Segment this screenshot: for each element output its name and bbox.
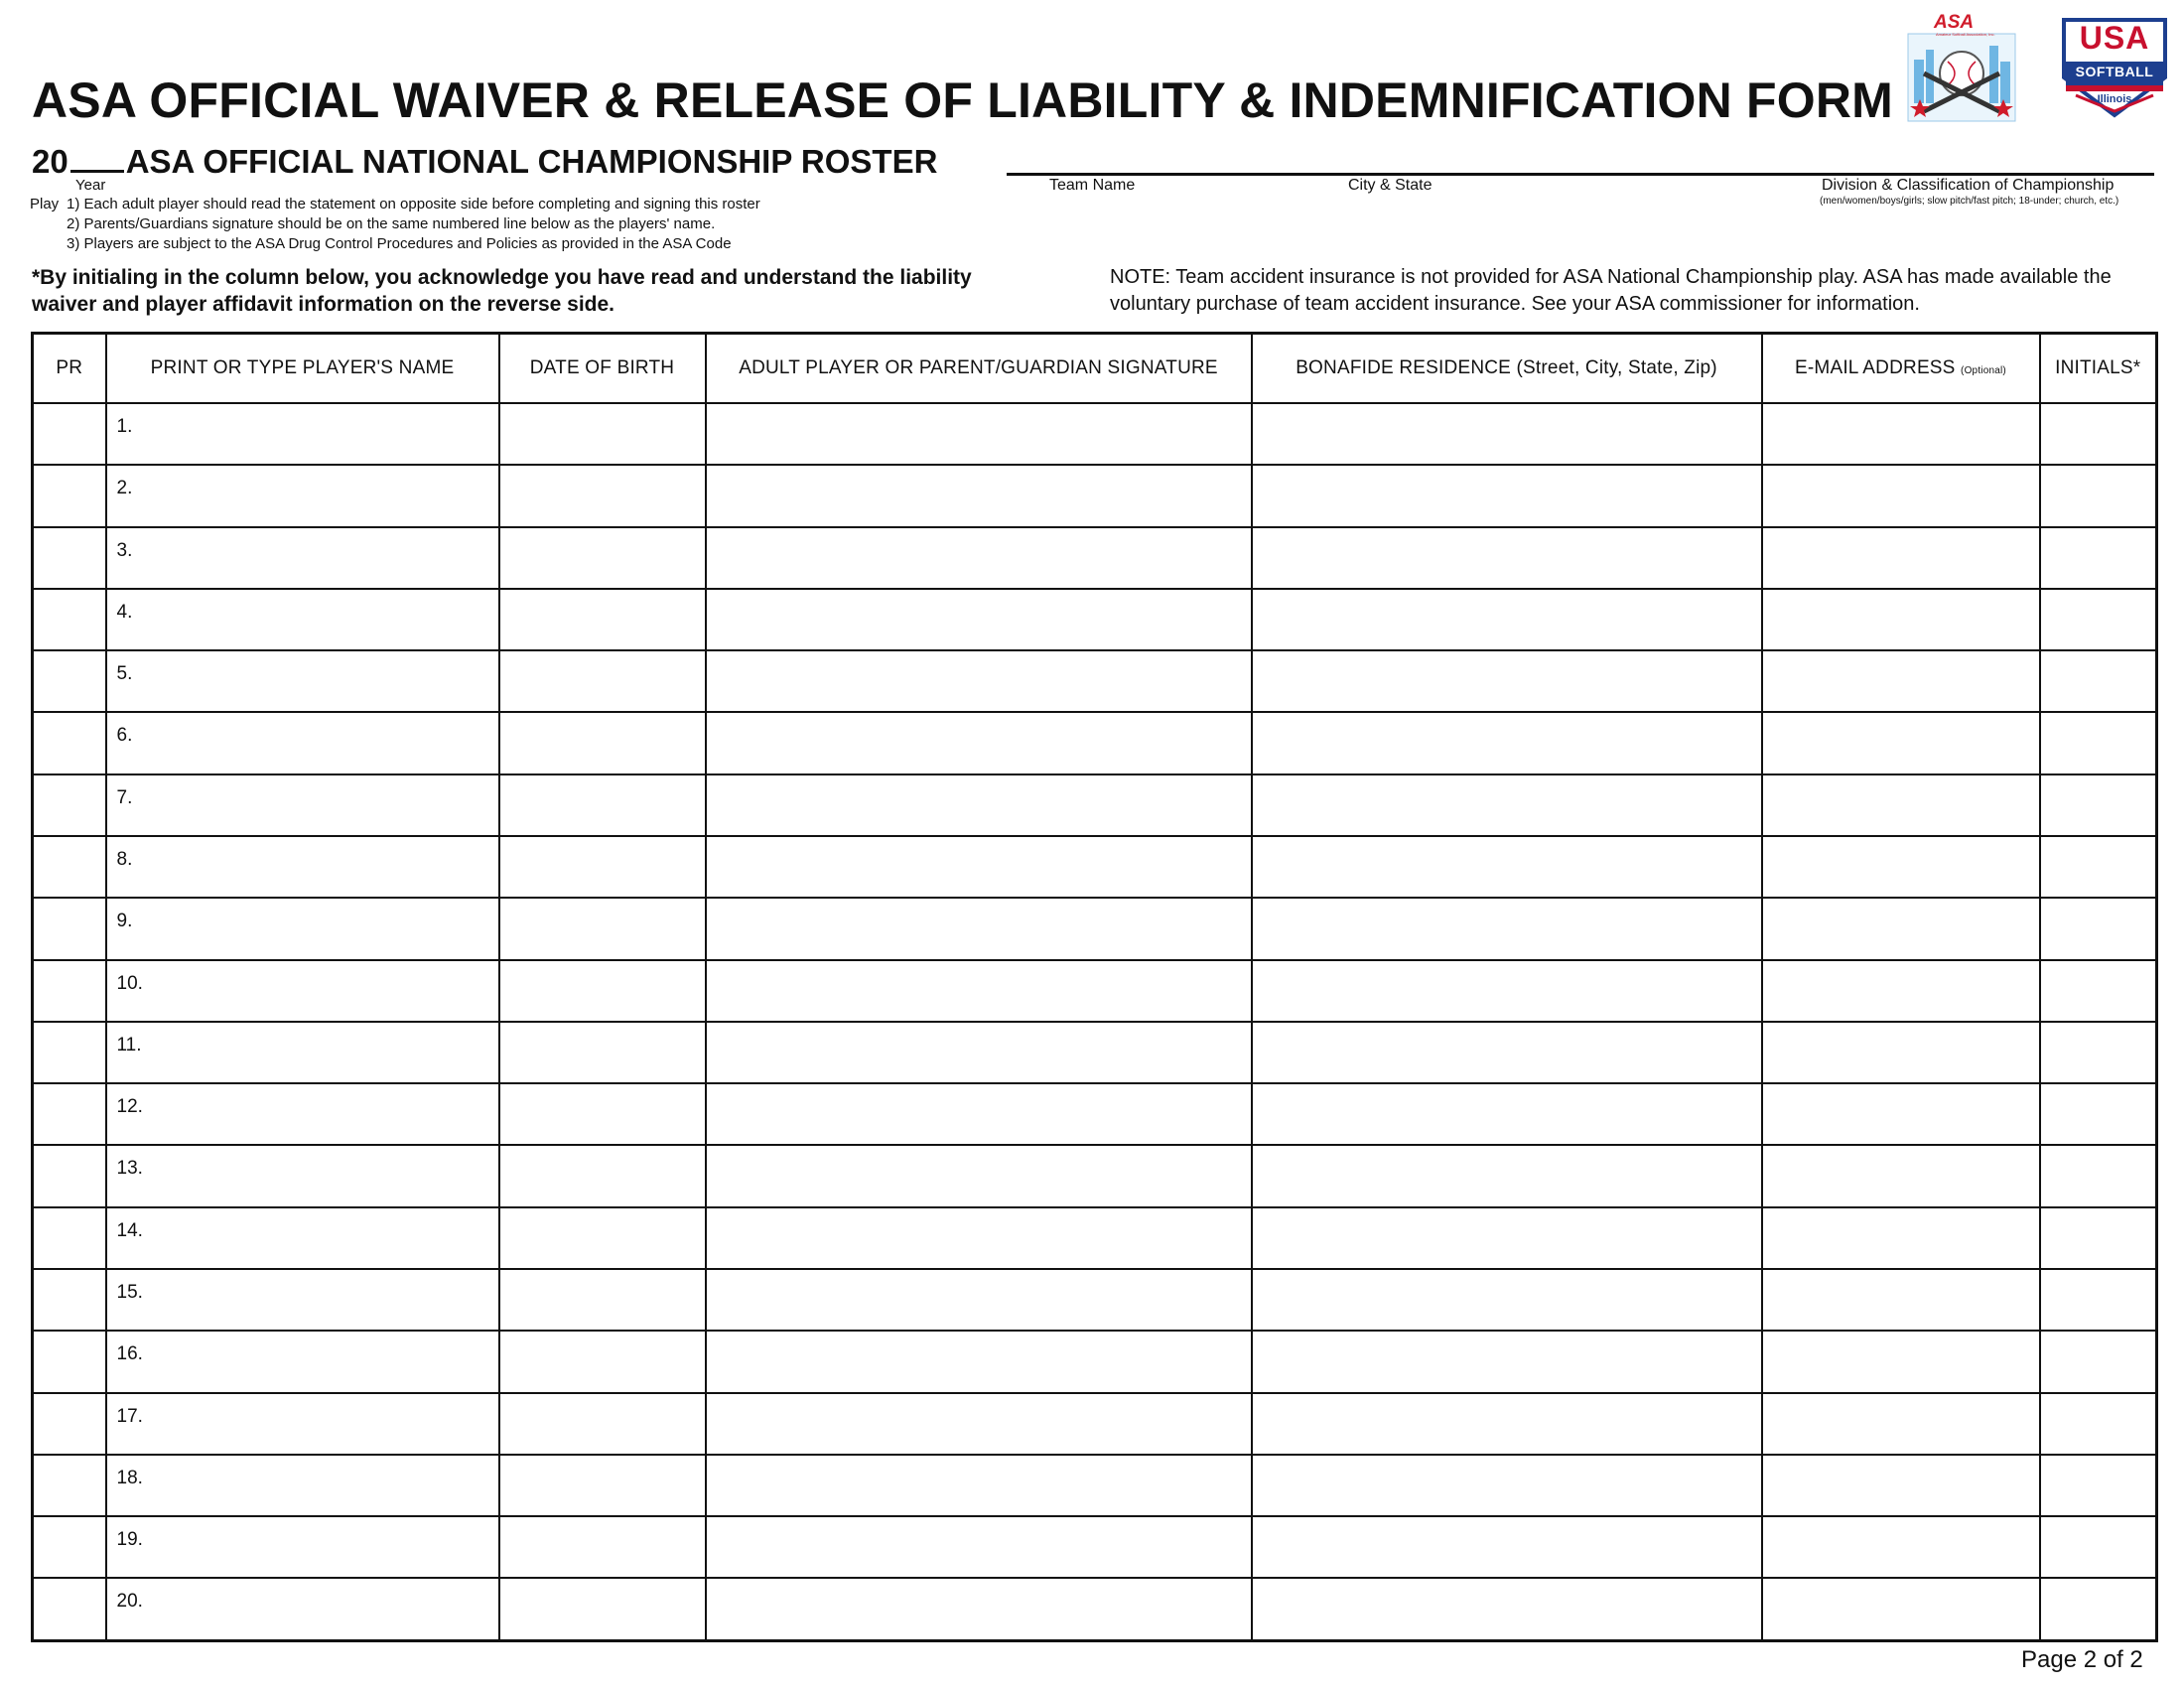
- dob-cell[interactable]: [499, 527, 706, 589]
- email-cell[interactable]: [1762, 1455, 2040, 1516]
- signature-cell[interactable]: [706, 650, 1252, 712]
- col-header-dob: DATE OF BIRTH: [499, 334, 706, 404]
- email-cell[interactable]: [1762, 712, 2040, 774]
- pr-cell[interactable]: [33, 1516, 106, 1578]
- pr-cell[interactable]: [33, 527, 106, 589]
- dob-cell[interactable]: [499, 1455, 706, 1516]
- signature-cell[interactable]: [706, 465, 1252, 526]
- residence-cell[interactable]: [1252, 1022, 1762, 1083]
- city-state-label: City & State: [1348, 177, 1433, 194]
- signature-cell[interactable]: [706, 527, 1252, 589]
- signature-cell[interactable]: [706, 898, 1252, 959]
- email-cell[interactable]: [1762, 960, 2040, 1022]
- instruction-item: 1) Each adult player should read the statement on opposite side before completing and signing this roster: [67, 196, 760, 212]
- dob-cell[interactable]: [499, 712, 706, 774]
- table-row: [33, 403, 2157, 465]
- division-label: Division & Classification of Championship: [1822, 177, 2115, 194]
- roster-heading: [32, 143, 937, 181]
- row-number: 14.: [116, 1219, 143, 1241]
- name-cell[interactable]: [106, 836, 499, 898]
- dob-cell[interactable]: [499, 1331, 706, 1392]
- year-blank-field[interactable]: [70, 148, 124, 173]
- name-cell[interactable]: [106, 650, 499, 712]
- initials-cell[interactable]: [2040, 898, 2157, 959]
- table-row: [33, 1516, 2157, 1578]
- row-number: 15.: [116, 1281, 143, 1303]
- initials-cell[interactable]: [2040, 527, 2157, 589]
- table-row: [33, 650, 2157, 712]
- pr-cell[interactable]: [33, 1022, 106, 1083]
- table-row: [33, 960, 2157, 1022]
- name-cell[interactable]: [106, 1145, 499, 1206]
- residence-cell[interactable]: [1252, 1578, 1762, 1640]
- asa-logo: [1906, 12, 2017, 123]
- dob-cell[interactable]: [499, 836, 706, 898]
- signature-cell[interactable]: [706, 1145, 1252, 1206]
- table-row: [33, 1207, 2157, 1269]
- name-cell[interactable]: [106, 960, 499, 1022]
- col-header-email: [1762, 334, 2040, 404]
- signature-cell[interactable]: [706, 1393, 1252, 1455]
- initials-cell[interactable]: [2040, 1455, 2157, 1516]
- table-row: [33, 836, 2157, 898]
- residence-cell[interactable]: [1252, 527, 1762, 589]
- name-cell[interactable]: [106, 465, 499, 526]
- row-number: 6.: [116, 725, 133, 747]
- signature-cell[interactable]: [706, 1022, 1252, 1083]
- row-number: 16.: [116, 1343, 143, 1365]
- signature-cell[interactable]: [706, 1516, 1252, 1578]
- play-label: Play: [30, 196, 60, 212]
- residence-cell[interactable]: [1252, 774, 1762, 836]
- roster-title: ASA OFFICIAL NATIONAL CHAMPIONSHIP ROSTER: [125, 143, 938, 180]
- table-row: [33, 465, 2157, 526]
- name-cell[interactable]: [106, 1207, 499, 1269]
- table-row: [33, 712, 2157, 774]
- email-cell[interactable]: [1762, 650, 2040, 712]
- residence-cell[interactable]: [1252, 403, 1762, 465]
- email-cell[interactable]: [1762, 898, 2040, 959]
- pr-cell[interactable]: [33, 1331, 106, 1392]
- row-number: 20.: [116, 1591, 143, 1613]
- row-number: 17.: [116, 1405, 143, 1427]
- dob-cell[interactable]: [499, 465, 706, 526]
- pr-cell[interactable]: [33, 1455, 106, 1516]
- dob-cell[interactable]: [499, 650, 706, 712]
- team-name-label: Team Name: [1049, 177, 1136, 194]
- initials-cell[interactable]: [2040, 403, 2157, 465]
- row-number: 13.: [116, 1158, 143, 1180]
- signature-cell[interactable]: [706, 589, 1252, 650]
- residence-cell[interactable]: [1252, 1455, 1762, 1516]
- email-cell[interactable]: [1762, 1269, 2040, 1331]
- email-cell[interactable]: [1762, 1516, 2040, 1578]
- row-number: 9.: [116, 911, 133, 932]
- residence-cell[interactable]: [1252, 1516, 1762, 1578]
- table-row: [33, 1331, 2157, 1392]
- row-number: 5.: [116, 663, 133, 685]
- table-row: [33, 1022, 2157, 1083]
- row-number: 10.: [116, 972, 143, 994]
- instruction-list: [67, 195, 760, 254]
- row-number: 11.: [116, 1034, 142, 1055]
- dob-cell[interactable]: [499, 1207, 706, 1269]
- row-number: 7.: [116, 786, 133, 808]
- year-label: Year: [75, 177, 106, 194]
- col-header-initials: INITIALS*: [2040, 334, 2157, 404]
- signature-cell[interactable]: [706, 1207, 1252, 1269]
- pr-cell[interactable]: [33, 1578, 106, 1640]
- initials-cell[interactable]: [2040, 774, 2157, 836]
- pr-cell[interactable]: [33, 960, 106, 1022]
- table-row: [33, 1578, 2157, 1640]
- signature-cell[interactable]: [706, 836, 1252, 898]
- name-cell[interactable]: [106, 1516, 499, 1578]
- roster-table: [31, 332, 2158, 1642]
- row-number: 18.: [116, 1467, 143, 1488]
- pr-cell[interactable]: [33, 1207, 106, 1269]
- usa-softball-logo: [2060, 16, 2169, 119]
- year-prefix: 20: [32, 143, 68, 180]
- signature-cell[interactable]: [706, 403, 1252, 465]
- name-cell[interactable]: [106, 712, 499, 774]
- dob-cell[interactable]: [499, 1269, 706, 1331]
- illinois-logo-text: Illinois: [2097, 93, 2132, 105]
- initials-cell[interactable]: [2040, 465, 2157, 526]
- email-cell[interactable]: [1762, 1022, 2040, 1083]
- instruction-item: 2) Parents/Guardians signature should be on the same numbered line below as the players' name.: [67, 215, 716, 232]
- page-number: Page 2 of 2: [2021, 1646, 2143, 1673]
- dob-cell[interactable]: [499, 589, 706, 650]
- dob-cell[interactable]: [499, 1393, 706, 1455]
- name-cell[interactable]: [106, 1022, 499, 1083]
- email-cell[interactable]: [1762, 1145, 2040, 1206]
- residence-cell[interactable]: [1252, 960, 1762, 1022]
- table-row: [33, 898, 2157, 959]
- asa-logo-text: ASA: [1934, 12, 1975, 33]
- col-header-residence: BONAFIDE RESIDENCE (Street, City, State, Zip): [1252, 334, 1762, 404]
- form-title: ASA OFFICIAL WAIVER & RELEASE OF LIABILITY & INDEMNIFICATION FORM: [32, 72, 1894, 128]
- initials-cell[interactable]: [2040, 1331, 2157, 1392]
- dob-cell[interactable]: [499, 1516, 706, 1578]
- email-cell[interactable]: [1762, 1207, 2040, 1269]
- name-cell[interactable]: [106, 1331, 499, 1392]
- name-cell[interactable]: [106, 774, 499, 836]
- email-cell[interactable]: [1762, 774, 2040, 836]
- email-cell[interactable]: [1762, 403, 2040, 465]
- email-cell[interactable]: [1762, 836, 2040, 898]
- pr-cell[interactable]: [33, 650, 106, 712]
- pr-cell[interactable]: [33, 1145, 106, 1206]
- row-number: 1.: [116, 416, 133, 437]
- signature-cell[interactable]: [706, 774, 1252, 836]
- email-cell[interactable]: [1762, 1393, 2040, 1455]
- initials-cell[interactable]: [2040, 836, 2157, 898]
- row-number: 4.: [116, 601, 133, 623]
- residence-cell[interactable]: [1252, 1331, 1762, 1392]
- residence-cell[interactable]: [1252, 836, 1762, 898]
- residence-cell[interactable]: [1252, 1269, 1762, 1331]
- name-cell[interactable]: [106, 1393, 499, 1455]
- row-number: 2.: [116, 478, 133, 499]
- residence-cell[interactable]: [1252, 898, 1762, 959]
- pr-cell[interactable]: [33, 1083, 106, 1145]
- name-cell[interactable]: [106, 403, 499, 465]
- name-cell[interactable]: [106, 1578, 499, 1640]
- dob-cell[interactable]: [499, 1578, 706, 1640]
- pr-cell[interactable]: [33, 774, 106, 836]
- initials-cell[interactable]: [2040, 960, 2157, 1022]
- initials-cell[interactable]: [2040, 1022, 2157, 1083]
- table-row: [33, 527, 2157, 589]
- table-row: [33, 1393, 2157, 1455]
- col-header-name: PRINT OR TYPE PLAYER'S NAME: [106, 334, 499, 404]
- initials-cell[interactable]: [2040, 1578, 2157, 1640]
- pr-cell[interactable]: [33, 1269, 106, 1331]
- roster-body: [33, 403, 2157, 1641]
- col-header-signature: ADULT PLAYER OR PARENT/GUARDIAN SIGNATURE: [706, 334, 1252, 404]
- name-cell[interactable]: [106, 527, 499, 589]
- usa-logo-text: USA: [2079, 20, 2150, 56]
- table-row: [33, 1455, 2157, 1516]
- initials-cell[interactable]: [2040, 712, 2157, 774]
- residence-cell[interactable]: [1252, 1083, 1762, 1145]
- signature-cell[interactable]: [706, 1083, 1252, 1145]
- row-number: 12.: [116, 1096, 143, 1118]
- residence-cell[interactable]: [1252, 1393, 1762, 1455]
- table-row: [33, 1269, 2157, 1331]
- table-row: [33, 774, 2157, 836]
- signature-cell[interactable]: [706, 712, 1252, 774]
- row-number: 19.: [116, 1529, 143, 1551]
- asa-logo-subtext: Amateur Softball Association, Inc.: [1936, 32, 1995, 37]
- table-header-row: [33, 334, 2157, 404]
- name-cell[interactable]: [106, 1455, 499, 1516]
- name-cell[interactable]: [106, 1269, 499, 1331]
- division-note: (men/women/boys/girls; slow pitch/fast pitch; 18-under; church, etc.): [1820, 196, 2119, 207]
- initials-cell[interactable]: [2040, 1207, 2157, 1269]
- email-cell[interactable]: [1762, 1331, 2040, 1392]
- table-row: [33, 1145, 2157, 1206]
- email-cell[interactable]: [1762, 465, 2040, 526]
- signature-cell[interactable]: [706, 1269, 1252, 1331]
- pr-cell[interactable]: [33, 403, 106, 465]
- email-cell[interactable]: [1762, 589, 2040, 650]
- residence-cell[interactable]: [1252, 1145, 1762, 1206]
- email-optional-label: (Optional): [1961, 365, 2006, 376]
- initials-cell[interactable]: [2040, 589, 2157, 650]
- row-number: 3.: [116, 539, 133, 561]
- initials-cell[interactable]: [2040, 1269, 2157, 1331]
- pr-cell[interactable]: [33, 1393, 106, 1455]
- acknowledgement-text: *By initialing in the column below, you acknowledge you have read and understand the liability waiver and player affidavit information on the reverse side.: [32, 266, 972, 316]
- signature-cell[interactable]: [706, 1578, 1252, 1640]
- name-cell[interactable]: [106, 898, 499, 959]
- col-header-pr: PR: [33, 334, 106, 404]
- initials-cell[interactable]: [2040, 1393, 2157, 1455]
- residence-cell[interactable]: [1252, 650, 1762, 712]
- dob-cell[interactable]: [499, 898, 706, 959]
- row-number: 8.: [116, 848, 133, 870]
- signature-cell[interactable]: [706, 1455, 1252, 1516]
- name-cell[interactable]: [106, 1083, 499, 1145]
- dob-cell[interactable]: [499, 1022, 706, 1083]
- email-cell[interactable]: [1762, 1083, 2040, 1145]
- dob-cell[interactable]: [499, 1145, 706, 1206]
- instruction-item: 3) Players are subject to the ASA Drug Control Procedures and Policies as provided in the ASA Code: [67, 235, 732, 252]
- pr-cell[interactable]: [33, 712, 106, 774]
- residence-cell[interactable]: [1252, 712, 1762, 774]
- residence-cell[interactable]: [1252, 465, 1762, 526]
- pr-cell[interactable]: [33, 836, 106, 898]
- dob-cell[interactable]: [499, 403, 706, 465]
- pr-cell[interactable]: [33, 898, 106, 959]
- softball-logo-text: SOFTBALL: [2075, 64, 2154, 79]
- initials-cell[interactable]: [2040, 1145, 2157, 1206]
- name-cell[interactable]: [106, 589, 499, 650]
- initials-cell[interactable]: [2040, 650, 2157, 712]
- residence-cell[interactable]: [1252, 589, 1762, 650]
- team-info-line[interactable]: [1007, 173, 2154, 176]
- pr-cell[interactable]: [33, 589, 106, 650]
- email-cell[interactable]: [1762, 1578, 2040, 1640]
- pr-cell[interactable]: [33, 465, 106, 526]
- insurance-note: NOTE: Team accident insurance is not provided for ASA National Championship play. ASA has made available the voluntary purchase of team accident insurance. See your ASA commissioner for information.: [1110, 266, 2112, 315]
- signature-cell[interactable]: [706, 1331, 1252, 1392]
- initials-cell[interactable]: [2040, 1516, 2157, 1578]
- email-cell[interactable]: [1762, 527, 2040, 589]
- dob-cell[interactable]: [499, 1083, 706, 1145]
- table-row: [33, 1083, 2157, 1145]
- signature-cell[interactable]: [706, 960, 1252, 1022]
- table-row: [33, 589, 2157, 650]
- email-header-label: E-MAIL ADDRESS: [1795, 357, 1956, 378]
- dob-cell[interactable]: [499, 774, 706, 836]
- initials-cell[interactable]: [2040, 1083, 2157, 1145]
- dob-cell[interactable]: [499, 960, 706, 1022]
- residence-cell[interactable]: [1252, 1207, 1762, 1269]
